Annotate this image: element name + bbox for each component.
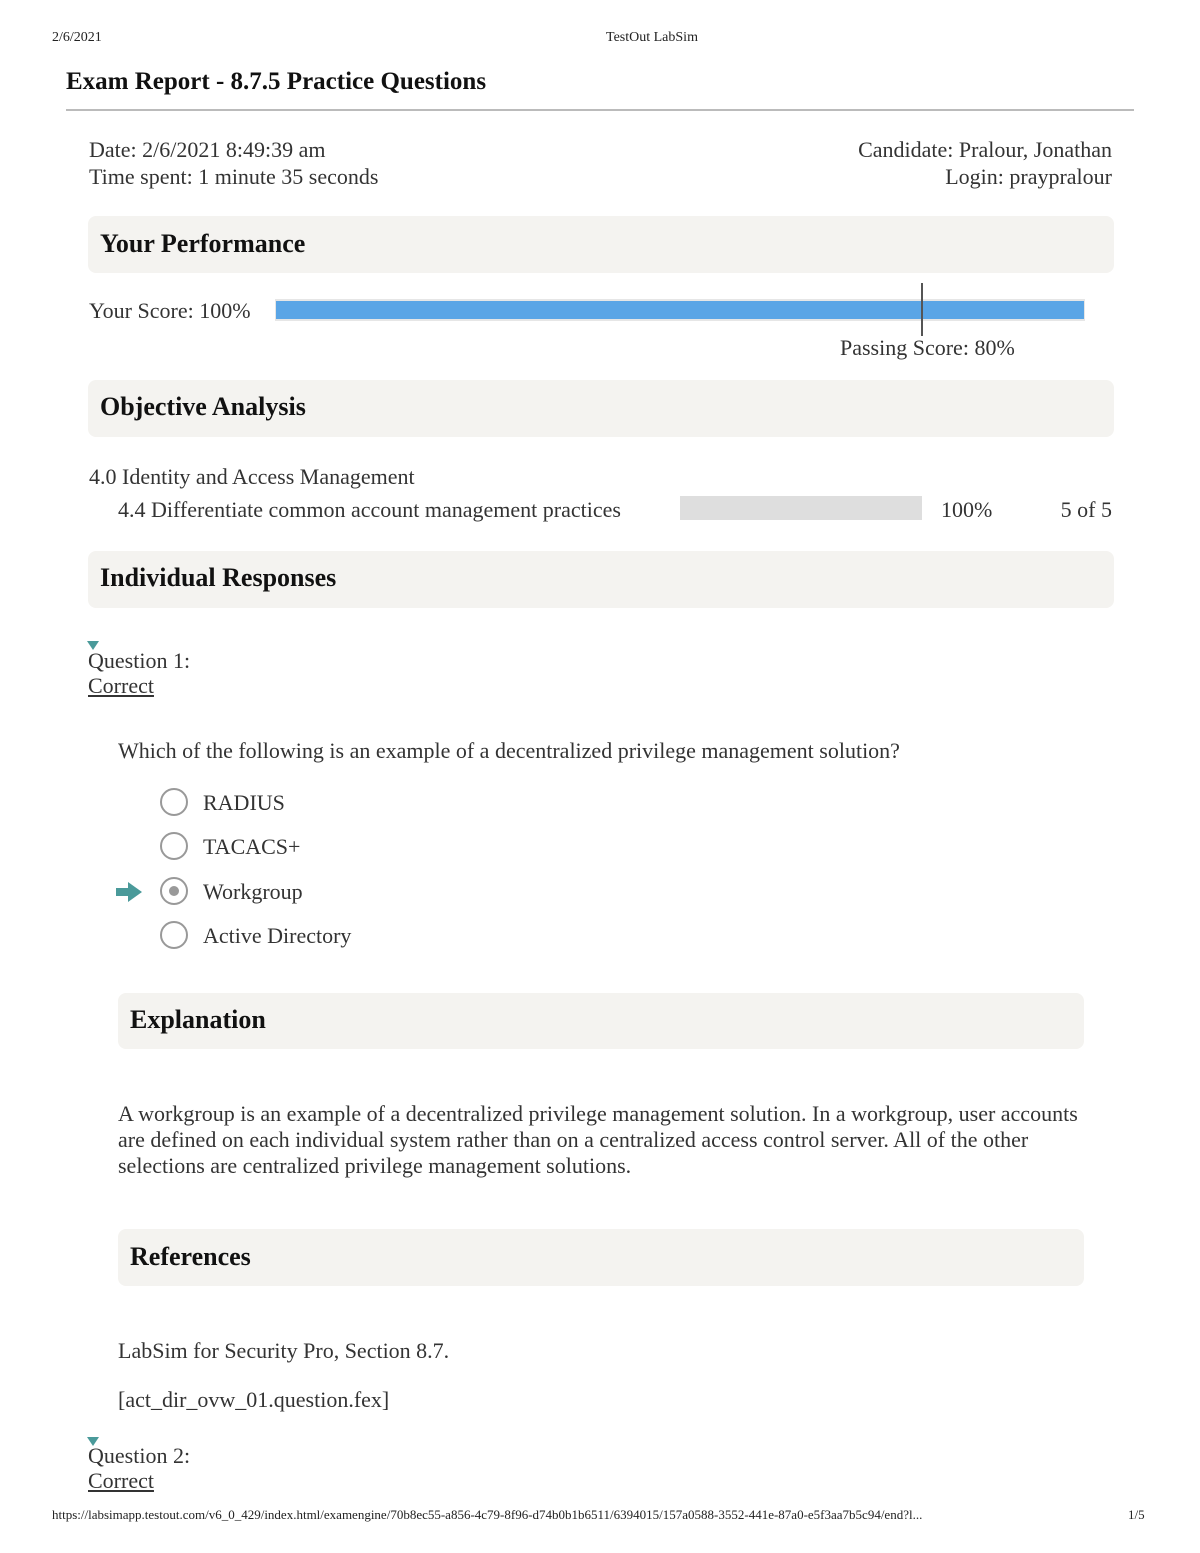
question-file: [act_dir_ovw_01.question.fex]: [118, 1387, 390, 1412]
option-label: TACACS+: [203, 834, 301, 859]
responses-heading: Individual Responses: [100, 563, 337, 592]
objective-heading: Objective Analysis: [100, 392, 306, 421]
print-date: 2/6/2021: [52, 30, 102, 45]
print-app-title: TestOut LabSim: [606, 30, 698, 45]
radio-button-selected[interactable]: [160, 877, 188, 905]
radio-button[interactable]: [160, 832, 188, 860]
question-2-status[interactable]: Correct: [88, 1468, 154, 1493]
login: Login: praypralour: [945, 164, 1112, 189]
reference-text: LabSim for Security Pro, Section 8.7.: [118, 1338, 450, 1363]
exam-date: Date: 2/6/2021 8:49:39 am: [89, 137, 326, 162]
passing-score-label: Passing Score: 80%: [840, 335, 1015, 360]
page-title: Exam Report - 8.7.5 Practice Questions: [66, 68, 487, 95]
references-heading: References: [130, 1242, 251, 1271]
selected-arrow-icon: [116, 881, 144, 903]
option-label: Workgroup: [203, 879, 303, 904]
option-label: Active Directory: [203, 923, 352, 948]
question-2-label: Question 2:: [88, 1443, 191, 1468]
footer-url: https://labsimapp.testout.com/v6_0_429/index.html/examengine/70b8ec55-a856-4c79-8f96-d74b0b1b6511/6394015/157a0588-3552-441e-87a0-e5f3aa7b5c94/end?l...: [52, 1507, 923, 1522]
score-bar-fill: [276, 301, 1084, 319]
radio-button[interactable]: [160, 921, 188, 949]
explanation-panel: [118, 993, 1084, 1049]
score-bar: [275, 299, 1085, 321]
objective-item: 4.4 Differentiate common account management practices: [118, 497, 621, 522]
question-1-text: Which of the following is an example of a decentralized privilege management solution?: [118, 738, 900, 763]
objective-percent: 100%: [941, 497, 993, 522]
objective-bar: [680, 496, 922, 520]
time-spent: Time spent: 1 minute 35 seconds: [89, 164, 379, 189]
performance-heading: Your Performance: [100, 229, 306, 258]
question-1-status[interactable]: Correct: [88, 673, 154, 698]
candidate: Candidate: Pralour, Jonathan: [858, 137, 1112, 162]
performance-panel: [88, 216, 1114, 273]
explanation-heading: Explanation: [130, 1005, 266, 1034]
radio-button[interactable]: [160, 788, 188, 816]
objective-domain: 4.0 Identity and Access Management: [89, 464, 415, 489]
option-label: RADIUS: [203, 790, 285, 815]
title-divider: [66, 109, 1134, 111]
question-1-label: Question 1:: [88, 648, 191, 673]
objective-count: 5 of 5: [1060, 497, 1112, 522]
score-label: Your Score: 100%: [89, 298, 251, 323]
responses-panel: [88, 551, 1114, 608]
explanation-text: A workgroup is an example of a decentralized privilege management solution. In a workgroup, user accounts are defined on each individual system rather than on a centralized access control server. All of the other selections are centralized privilege management solutions.: [118, 1101, 1078, 1178]
page-number: 1/5: [1128, 1507, 1145, 1522]
objective-panel: [88, 380, 1114, 437]
passing-marker: [921, 283, 923, 336]
references-panel: [118, 1229, 1084, 1286]
